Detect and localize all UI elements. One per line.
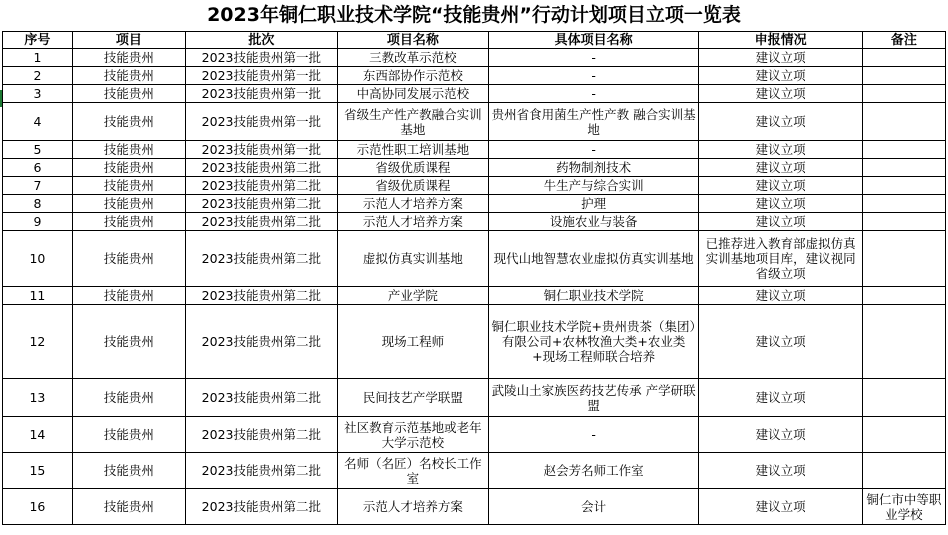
cell-status[interactable]: 建议立项 — [699, 103, 862, 141]
header-cell-name[interactable]: 项目名称 — [337, 32, 488, 49]
cell-project[interactable]: 技能贵州 — [72, 159, 185, 177]
cell-detail[interactable]: 赵会芳名师工作室 — [488, 453, 699, 489]
table-row — [3, 305, 946, 379]
cell-note[interactable]: 铜仁市中等职业学校 — [862, 489, 945, 525]
cell-name[interactable]: 示范人才培养方案 — [337, 195, 488, 213]
cell-detail[interactable]: - — [488, 141, 699, 159]
cell-status[interactable]: 建议立项 — [699, 213, 862, 231]
table-row — [3, 177, 946, 195]
cell-status[interactable]: 建议立项 — [699, 489, 862, 525]
cell-project[interactable]: 技能贵州 — [72, 213, 185, 231]
cell-project[interactable]: 技能贵州 — [72, 67, 185, 85]
cell-detail[interactable]: 铜仁职业技术学院 — [488, 287, 699, 305]
cell-detail[interactable]: 会计 — [488, 489, 699, 525]
cell-detail[interactable]: 贵州省食用菌生产性产教 融合实训基地 — [488, 103, 699, 141]
cell-no[interactable]: 6 — [3, 159, 73, 177]
cell-status[interactable]: 建议立项 — [699, 305, 862, 379]
cell-note[interactable] — [862, 453, 945, 489]
cell-note[interactable] — [862, 67, 945, 85]
cell-note[interactable] — [862, 417, 945, 453]
cell-status[interactable]: 建议立项 — [699, 177, 862, 195]
header-cell-batch[interactable]: 批次 — [185, 32, 337, 49]
cell-project[interactable]: 技能贵州 — [72, 177, 185, 195]
cell-name[interactable]: 现场工程师 — [337, 305, 488, 379]
cell-status[interactable]: 建议立项 — [699, 67, 862, 85]
cell-batch[interactable]: 2023技能贵州第一批 — [185, 103, 337, 141]
cell-project[interactable]: 技能贵州 — [72, 417, 185, 453]
cell-name[interactable]: 东西部协作示范校 — [337, 67, 488, 85]
cell-note[interactable] — [862, 195, 945, 213]
cell-name[interactable]: 社区教育示范基地或老年大学示范校 — [337, 417, 488, 453]
cell-batch[interactable]: 2023技能贵州第二批 — [185, 213, 337, 231]
cell-status[interactable]: 建议立项 — [699, 417, 862, 453]
cell-project[interactable]: 技能贵州 — [72, 103, 185, 141]
cell-status[interactable]: 建议立项 — [699, 49, 862, 67]
cell-note[interactable] — [862, 287, 945, 305]
cell-note[interactable] — [862, 213, 945, 231]
table-row — [3, 379, 946, 417]
cell-batch[interactable]: 2023技能贵州第二批 — [185, 231, 337, 287]
table-row — [3, 103, 946, 141]
cell-project[interactable]: 技能贵州 — [72, 195, 185, 213]
cell-project[interactable]: 技能贵州 — [72, 453, 185, 489]
table-row — [3, 49, 946, 67]
table-row — [3, 141, 946, 159]
table-row — [3, 231, 946, 287]
table-row — [3, 159, 946, 177]
cell-detail[interactable]: 药物制剂技术 — [488, 159, 699, 177]
cell-project[interactable]: 技能贵州 — [72, 305, 185, 379]
cell-detail[interactable]: 设施农业与装备 — [488, 213, 699, 231]
cell-no[interactable]: 5 — [3, 141, 73, 159]
cell-no[interactable]: 11 — [3, 287, 73, 305]
table-row — [3, 67, 946, 85]
table-row — [3, 213, 946, 231]
table-row — [3, 417, 946, 453]
cell-no[interactable]: 16 — [3, 489, 73, 525]
cell-project[interactable]: 技能贵州 — [72, 85, 185, 103]
cell-batch[interactable]: 2023技能贵州第二批 — [185, 159, 337, 177]
table-row — [3, 85, 946, 103]
cell-batch[interactable]: 2023技能贵州第一批 — [185, 67, 337, 85]
cell-note[interactable] — [862, 49, 945, 67]
cell-name[interactable]: 产业学院 — [337, 287, 488, 305]
cell-detail[interactable]: 牛生产与综合实训 — [488, 177, 699, 195]
cell-batch[interactable]: 2023技能贵州第二批 — [185, 177, 337, 195]
cell-detail[interactable]: 护理 — [488, 195, 699, 213]
cell-name[interactable]: 省级优质课程 — [337, 177, 488, 195]
cell-detail[interactable]: - — [488, 49, 699, 67]
cell-detail[interactable]: 现代山地智慧农业虚拟仿真实训基地 — [488, 231, 699, 287]
cell-name[interactable]: 名师（名匠）名校长工作室 — [337, 453, 488, 489]
cell-no[interactable]: 3 — [3, 85, 73, 103]
cell-no[interactable]: 2 — [3, 67, 73, 85]
cell-note[interactable] — [862, 141, 945, 159]
cell-status[interactable]: 建议立项 — [699, 453, 862, 489]
cell-status[interactable]: 建议立项 — [699, 141, 862, 159]
cell-batch[interactable]: 2023技能贵州第二批 — [185, 195, 337, 213]
cell-no[interactable]: 13 — [3, 379, 73, 417]
cell-no[interactable]: 8 — [3, 195, 73, 213]
cell-note[interactable] — [862, 231, 945, 287]
cell-project[interactable]: 技能贵州 — [72, 379, 185, 417]
cell-status[interactable]: 建议立项 — [699, 379, 862, 417]
cell-batch[interactable]: 2023技能贵州第二批 — [185, 305, 337, 379]
cell-selection-marker — [0, 90, 2, 107]
cell-status[interactable]: 已推荐进入教育部虚拟仿真实训基地项目库，建议视同省级立项 — [699, 231, 862, 287]
cell-detail[interactable]: - — [488, 85, 699, 103]
cell-name[interactable]: 省级生产性产教融合实训基地 — [337, 103, 488, 141]
cell-no[interactable]: 9 — [3, 213, 73, 231]
cell-batch[interactable]: 2023技能贵州第二批 — [185, 489, 337, 525]
cell-name[interactable]: 虚拟仿真实训基地 — [337, 231, 488, 287]
cell-batch[interactable]: 2023技能贵州第一批 — [185, 85, 337, 103]
header-row — [3, 32, 946, 49]
cell-status[interactable]: 建议立项 — [699, 159, 862, 177]
cell-note[interactable] — [862, 305, 945, 379]
cell-batch[interactable]: 2023技能贵州第一批 — [185, 49, 337, 67]
cell-no[interactable]: 1 — [3, 49, 73, 67]
cell-name[interactable]: 省级优质课程 — [337, 159, 488, 177]
cell-note[interactable] — [862, 85, 945, 103]
cell-no[interactable]: 15 — [3, 453, 73, 489]
cell-name[interactable]: 民间技艺产学联盟 — [337, 379, 488, 417]
cell-name[interactable]: 中高协同发展示范校 — [337, 85, 488, 103]
cell-detail[interactable]: 武陵山土家族医药技艺传承 产学研联盟 — [488, 379, 699, 417]
header-cell-no[interactable]: 序号 — [3, 32, 73, 49]
cell-note[interactable] — [862, 159, 945, 177]
cell-note[interactable] — [862, 103, 945, 141]
cell-batch[interactable]: 2023技能贵州第一批 — [185, 141, 337, 159]
cell-batch[interactable]: 2023技能贵州第二批 — [185, 453, 337, 489]
cell-project[interactable]: 技能贵州 — [72, 489, 185, 525]
cell-no[interactable]: 7 — [3, 177, 73, 195]
cell-name[interactable]: 三教改革示范校 — [337, 49, 488, 67]
cell-project[interactable]: 技能贵州 — [72, 141, 185, 159]
cell-note[interactable] — [862, 177, 945, 195]
table-row — [3, 195, 946, 213]
header-cell-project[interactable]: 项目 — [72, 32, 185, 49]
sheet-title: 2023年铜仁职业技术学院“技能贵州”行动计划项目立项一览表 — [207, 4, 741, 26]
cell-batch[interactable]: 2023技能贵州第二批 — [185, 379, 337, 417]
cell-note[interactable] — [862, 379, 945, 417]
cell-project[interactable]: 技能贵州 — [72, 231, 185, 287]
cell-project[interactable]: 技能贵州 — [72, 287, 185, 305]
cell-no[interactable]: 12 — [3, 305, 73, 379]
header-cell-status[interactable]: 申报情况 — [699, 32, 862, 49]
cell-project[interactable]: 技能贵州 — [72, 49, 185, 67]
cell-status[interactable]: 建议立项 — [699, 287, 862, 305]
cell-no[interactable]: 10 — [3, 231, 73, 287]
table-row — [3, 287, 946, 305]
cell-batch[interactable]: 2023技能贵州第二批 — [185, 417, 337, 453]
header-cell-note[interactable]: 备注 — [862, 32, 945, 49]
cell-status[interactable]: 建议立项 — [699, 195, 862, 213]
cell-no[interactable]: 4 — [3, 103, 73, 141]
table-row — [3, 453, 946, 489]
project-table — [2, 31, 946, 525]
cell-status[interactable]: 建议立项 — [699, 85, 862, 103]
cell-name[interactable]: 示范人才培养方案 — [337, 489, 488, 525]
cell-name[interactable]: 示范性职工培训基地 — [337, 141, 488, 159]
header-cell-detail[interactable]: 具体项目名称 — [488, 32, 699, 49]
cell-no[interactable]: 14 — [3, 417, 73, 453]
cell-name[interactable]: 示范人才培养方案 — [337, 213, 488, 231]
cell-batch[interactable]: 2023技能贵州第二批 — [185, 287, 337, 305]
table-row — [3, 489, 946, 525]
cell-detail[interactable]: - — [488, 417, 699, 453]
cell-detail[interactable]: 铜仁职业技术学院+贵州贵茶（集团）有限公司+农林牧渔大类+农业类 +现场工程师联合培养 — [488, 305, 699, 379]
cell-detail[interactable]: - — [488, 67, 699, 85]
